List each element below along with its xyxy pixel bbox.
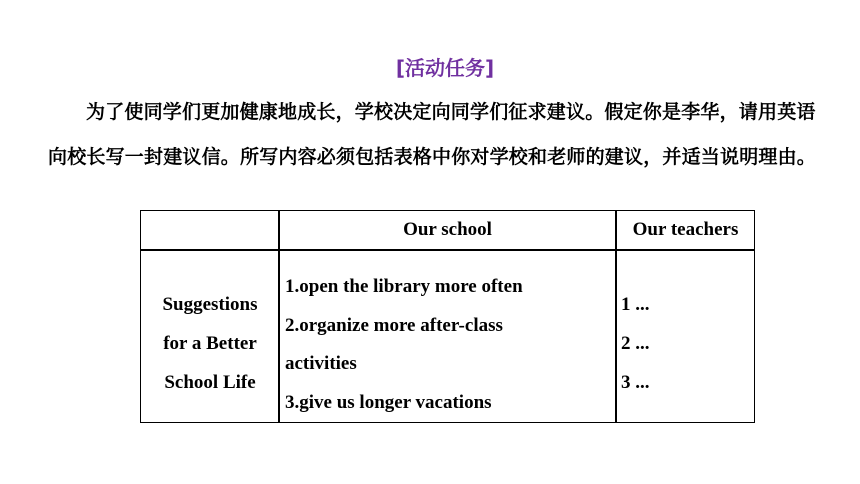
- row-label-line: for a Better: [163, 333, 257, 354]
- teacher-suggestion-item: 2 ...: [621, 333, 650, 354]
- school-suggestion-item: activities: [285, 353, 357, 374]
- table-header-empty: [141, 211, 278, 249]
- teacher-suggestion-item: 1 ...: [621, 294, 650, 315]
- task-instructions: 为了使同学们更加健康地成长，学校决定向同学们征求建议。假定你是李华，请用英语向校长写一封建议信。所写内容必须包括表格中你对学校和老师的建议，并适当说明理由。: [48, 101, 817, 168]
- row-label-line: School Life: [164, 372, 256, 393]
- table-header-our-teachers: Our teachers: [632, 219, 739, 240]
- table-header-our-school: Our school: [403, 219, 492, 240]
- school-suggestion-item: 1.open the library more often: [285, 276, 523, 297]
- row-label-line: Suggestions: [162, 294, 258, 315]
- table-divider-horizontal: [141, 249, 754, 251]
- suggestion-table: [140, 210, 755, 423]
- school-suggestion-item: 3.give us longer vacations: [285, 391, 492, 413]
- teacher-suggestion-item: 3 ...: [621, 372, 650, 393]
- school-suggestions-list: [285, 268, 615, 422]
- row-label-suggestions: [141, 285, 279, 402]
- task-heading: [活动任务]: [395, 56, 495, 80]
- teacher-suggestions-list: [621, 285, 751, 402]
- school-suggestion-item: 2.organize more after-class: [285, 314, 503, 336]
